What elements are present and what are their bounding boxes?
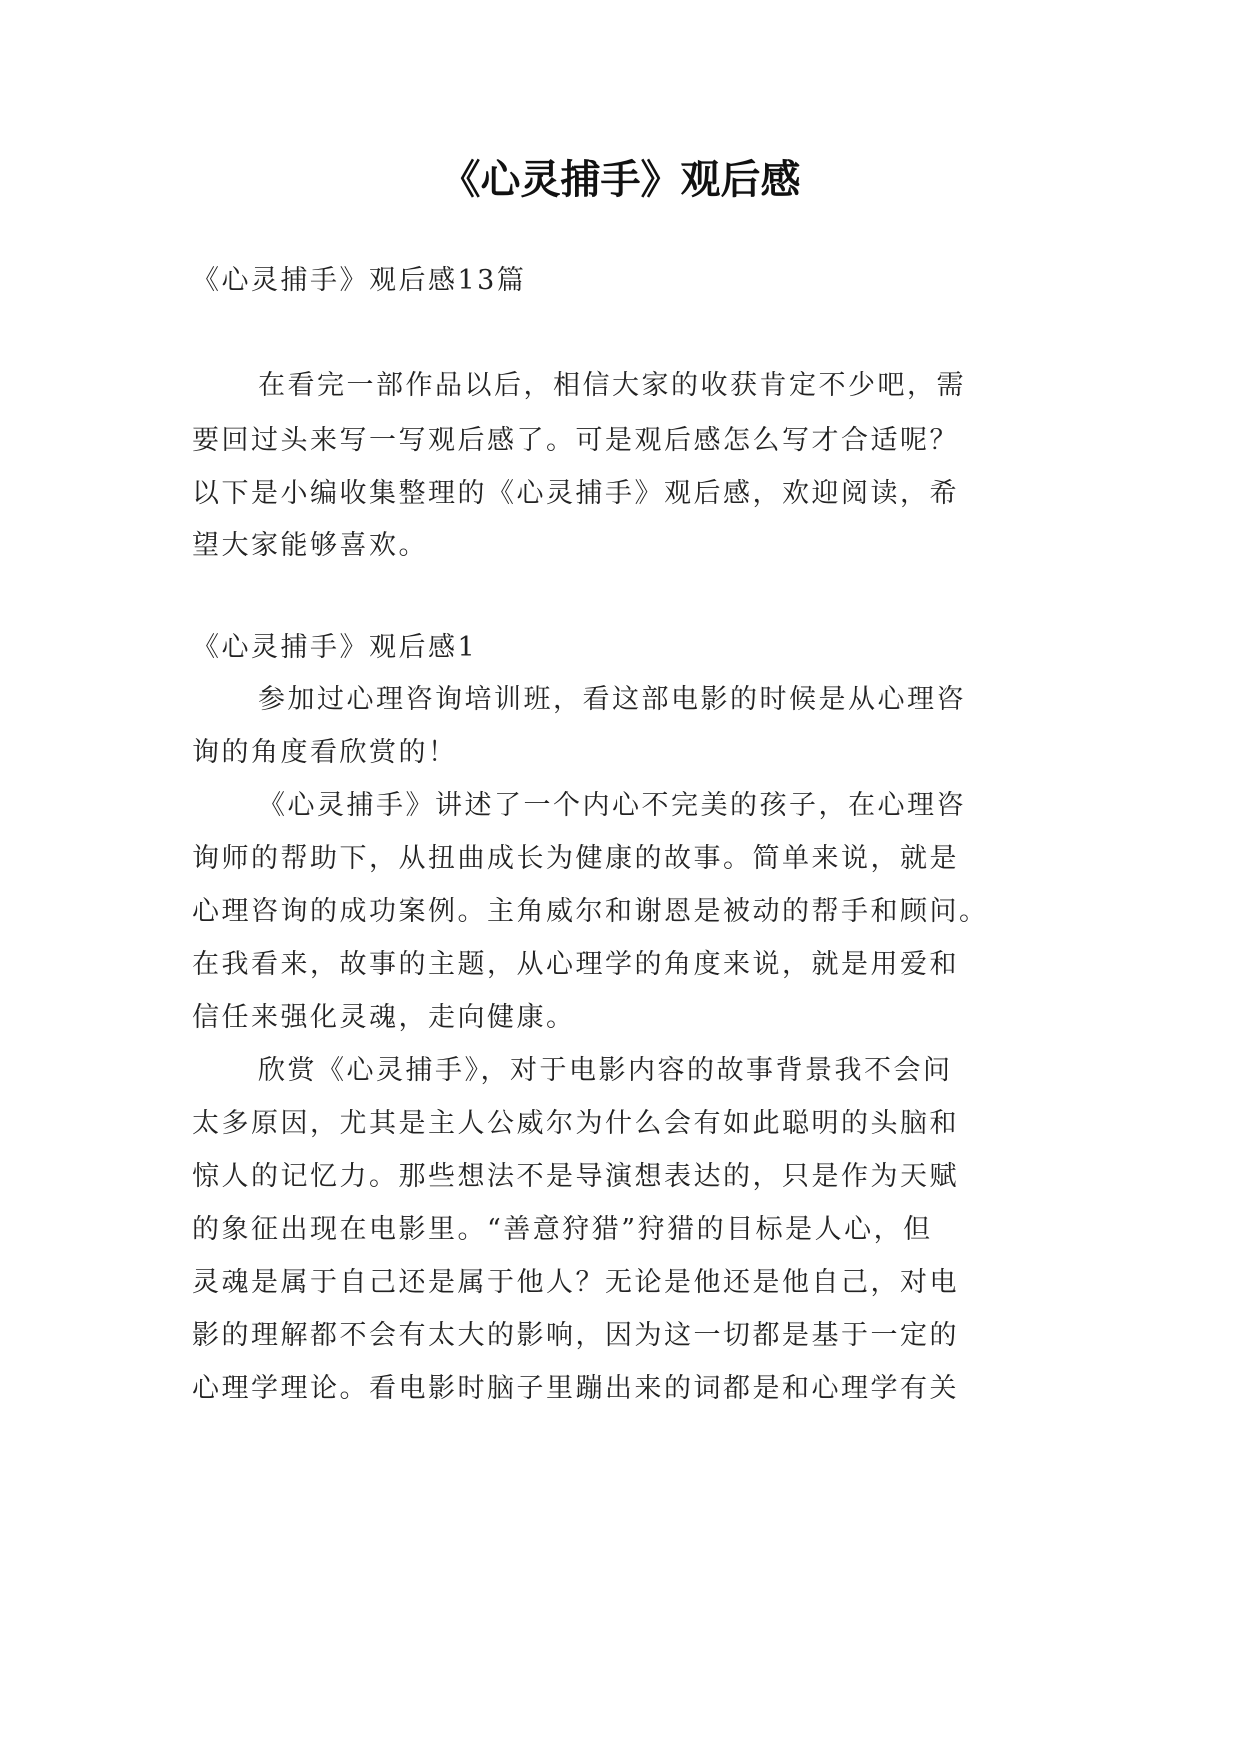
para2-line-1: 《心灵捕手》讲述了一个内心不完美的孩子，在心理咨 <box>258 790 966 821</box>
intro-line-1: 在看完一部作品以后，相信大家的收获肯定不少吧，需 <box>258 370 966 401</box>
para3-line-5: 灵魂是属于自己还是属于他人？无论是他还是他自己，对电 <box>192 1267 959 1298</box>
intro-line-4: 望大家能够喜欢。 <box>192 530 428 561</box>
para2-line-4: 在我看来，故事的主题，从心理学的角度来说，就是用爱和 <box>192 949 959 980</box>
para3-line-1: 欣赏《心灵捕手》，对于电影内容的故事背景我不会问 <box>258 1055 953 1086</box>
para3-line-4: 的象征出现在电影里。“善意狩猎”狩猎的目标是人心，但 <box>192 1214 933 1245</box>
para2-line-3: 心理咨询的成功案例。主角威尔和谢恩是被动的帮手和顾问。 <box>192 896 989 927</box>
document-subtitle: 《心灵捕手》观后感13篇 <box>192 265 527 296</box>
para1-line-1: 参加过心理咨询培训班，看这部电影的时候是从心理咨 <box>258 684 966 715</box>
para2-line-5: 信任来强化灵魂，走向健康。 <box>192 1002 576 1033</box>
section-heading: 《心灵捕手》观后感1 <box>192 632 478 663</box>
para3-line-7: 心理学理论。看电影时脑子里蹦出来的词都是和心理学有关 <box>192 1373 959 1404</box>
intro-line-2: 要回过头来写一写观后感了。可是观后感怎么写才合适呢？ <box>192 425 959 456</box>
para2-line-2: 询师的帮助下，从扭曲成长为健康的故事。简单来说，就是 <box>192 843 959 874</box>
para3-line-6: 影的理解都不会有太大的影响，因为这一切都是基于一定的 <box>192 1320 959 1351</box>
para1-line-2: 询的角度看欣赏的！ <box>192 737 458 768</box>
document-title: 《心灵捕手》观后感 <box>440 157 801 203</box>
intro-line-3: 以下是小编收集整理的《心灵捕手》观后感，欢迎阅读，希 <box>192 478 959 509</box>
para3-line-2: 太多原因，尤其是主人公威尔为什么会有如此聪明的头脑和 <box>192 1108 959 1139</box>
para3-line-3: 惊人的记忆力。那些想法不是导演想表达的，只是作为天赋 <box>192 1161 959 1192</box>
